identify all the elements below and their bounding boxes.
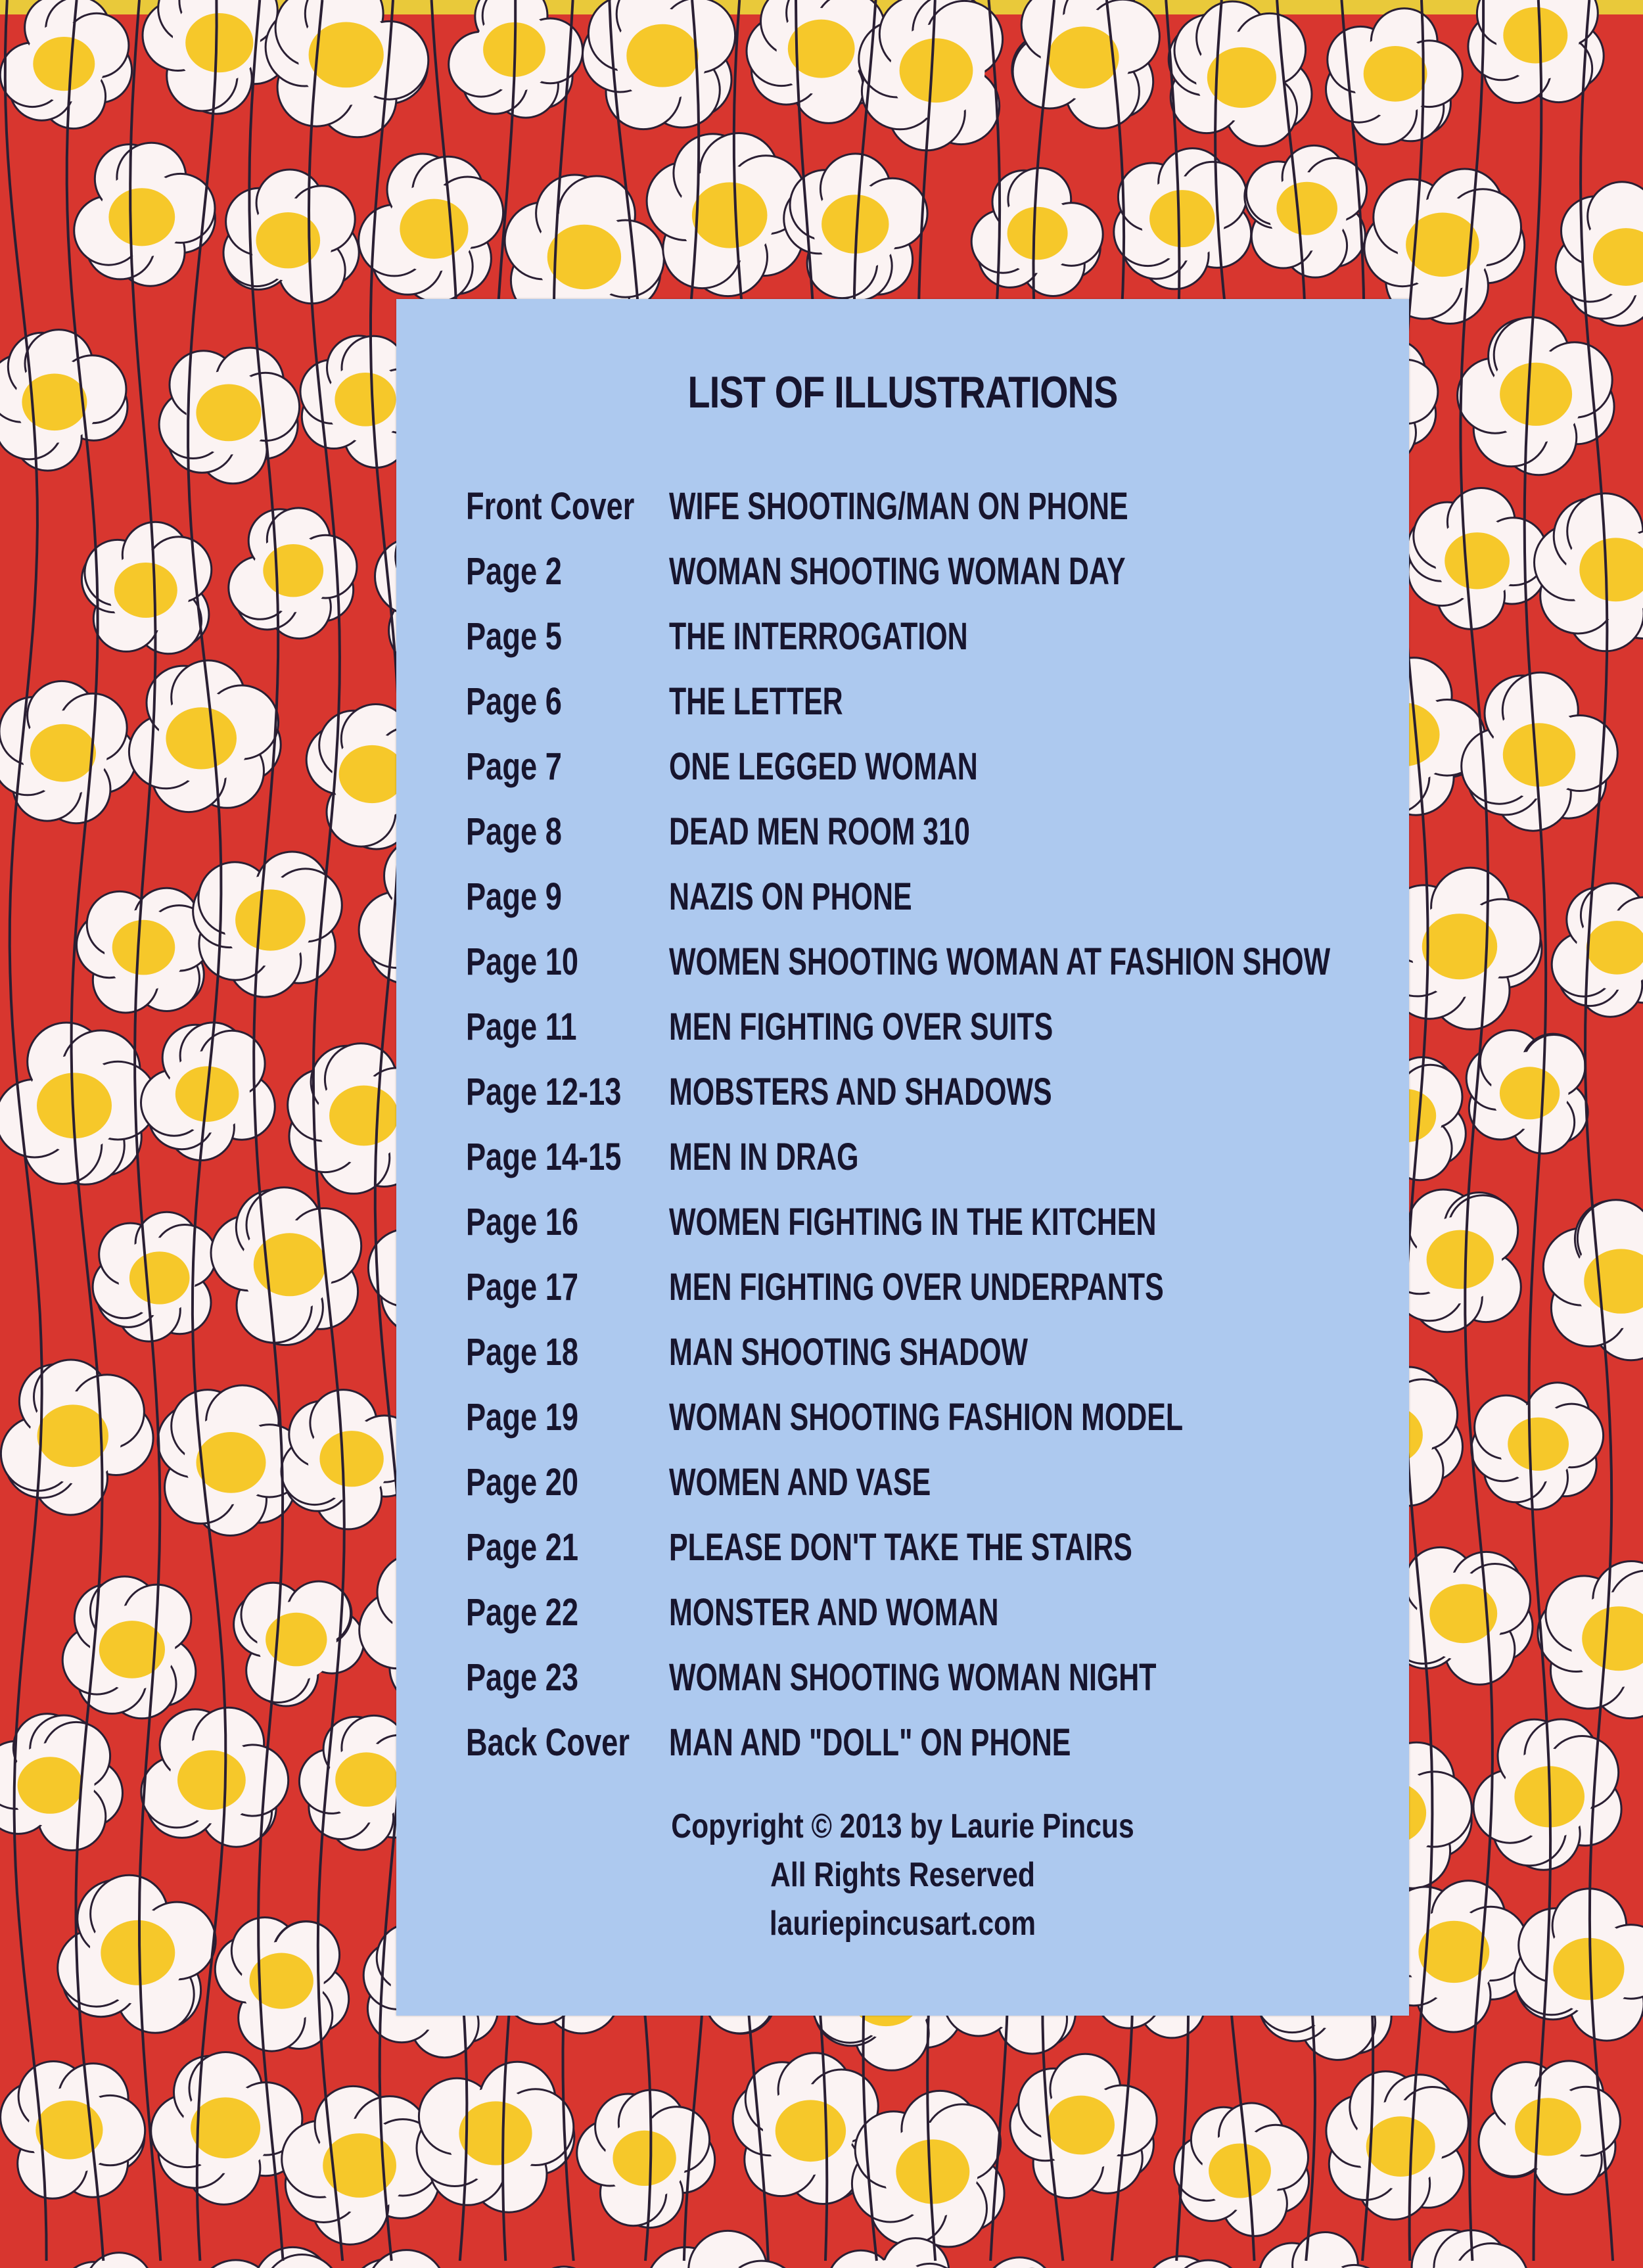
list-item: [466, 1580, 1399, 1645]
popcorn-flower-icon: [62, 1577, 196, 1719]
popcorn-flower-icon: [1388, 1547, 1533, 1684]
page-label: Page 11: [466, 1006, 577, 1048]
page-label: Page 8: [466, 810, 562, 853]
page-label: Page 17: [466, 1266, 579, 1308]
page-label: Page 10: [466, 940, 579, 983]
list-item: [466, 1385, 1399, 1450]
popcorn-flower-icon: [1479, 2061, 1620, 2194]
list-item: [466, 734, 1399, 799]
list-item: [466, 1255, 1399, 1320]
page-label: Page 14-15: [466, 1136, 622, 1178]
illustration-title: ONE LEGGED WOMAN: [669, 745, 978, 788]
list-item: [466, 1450, 1399, 1515]
popcorn-flower-icon: [1169, 1, 1312, 146]
list-item: [466, 669, 1399, 734]
illustration-title: MAN AND "DOLL" ON PHONE: [669, 1721, 1071, 1764]
illustration-title: WOMAN SHOOTING WOMAN DAY: [669, 550, 1126, 593]
illustration-title: MEN IN DRAG: [669, 1136, 859, 1178]
list-item: [466, 1124, 1399, 1190]
illustration-title: MAN SHOOTING SHADOW: [669, 1331, 1029, 1374]
popcorn-flower-icon: [77, 888, 212, 1013]
illustration-title: THE INTERROGATION: [669, 615, 968, 658]
list-item: [466, 1059, 1399, 1124]
list-item: [466, 474, 1399, 539]
rights-line: All Rights Reserved: [770, 1856, 1035, 1894]
page-label: Page 18: [466, 1331, 579, 1374]
illustration-title: MONSTER AND WOMAN: [669, 1591, 999, 1634]
list-item: [466, 864, 1399, 929]
illustrations-panel: [396, 299, 1409, 2016]
page-label: Page 12-13: [466, 1071, 622, 1113]
page-label: Page 20: [466, 1461, 579, 1504]
popcorn-flower-icon: [93, 1212, 216, 1341]
illustration-title: MEN FIGHTING OVER UNDERPANTS: [669, 1266, 1164, 1308]
popcorn-flower-icon: [1466, 1030, 1588, 1154]
illustration-title: PLEASE DON'T TAKE THE STAIRS: [669, 1526, 1132, 1569]
copyright-block: [396, 1802, 1409, 1948]
popcorn-flower-icon: [1471, 1383, 1604, 1510]
page-label: Page 21: [466, 1526, 579, 1569]
popcorn-flower-icon: [1, 2062, 145, 2199]
copyright-line: Copyright © 2013 by Laurie Pincus: [671, 1807, 1134, 1845]
page-label: Front Cover: [466, 485, 635, 528]
page-label: Page 16: [466, 1201, 579, 1243]
page-label: Page 19: [466, 1396, 579, 1439]
illustration-title: WOMEN FIGHTING IN THE KITCHEN: [669, 1201, 1157, 1243]
list-item: [466, 539, 1399, 604]
page-label: Page 2: [466, 550, 562, 593]
list-item: [466, 1710, 1399, 1775]
list-item: [466, 1190, 1399, 1255]
page-label: Page 5: [466, 615, 562, 658]
illustration-title: WIFE SHOOTING/MAN ON PHONE: [669, 485, 1128, 528]
illustration-title: WOMEN SHOOTING WOMAN AT FASHION SHOW: [669, 940, 1331, 983]
illustration-title: THE LETTER: [669, 680, 843, 723]
page-label: Page 9: [466, 875, 562, 918]
popcorn-flower-icon: [1245, 145, 1367, 277]
page-label: Back Cover: [466, 1721, 630, 1764]
page-label: Page 6: [466, 680, 562, 723]
illustration-title: NAZIS ON PHONE: [669, 875, 912, 918]
page-label: Page 7: [466, 745, 562, 788]
list-item: [466, 994, 1399, 1059]
list-item: [466, 929, 1399, 994]
website-link[interactable]: lauriepincusart.com: [769, 1905, 1036, 1943]
illustration-title: WOMEN AND VASE: [669, 1461, 931, 1504]
list-item: [466, 1515, 1399, 1580]
illustration-title: MOBSTERS AND SHADOWS: [669, 1071, 1052, 1113]
illustration-title: MEN FIGHTING OVER SUITS: [669, 1006, 1053, 1048]
illustrations-list: [466, 474, 1399, 1775]
page-label: Page 22: [466, 1591, 579, 1634]
page-title: LIST OF ILLUSTRATIONS: [687, 367, 1118, 417]
list-item: [466, 1645, 1399, 1710]
page-label: Page 23: [466, 1656, 579, 1699]
illustration-title: WOMAN SHOOTING WOMAN NIGHT: [669, 1656, 1157, 1699]
illustration-title: DEAD MEN ROOM 310: [669, 810, 970, 853]
list-item: [466, 799, 1399, 864]
list-item: [466, 604, 1399, 669]
illustration-title: WOMAN SHOOTING FASHION MODEL: [669, 1396, 1184, 1439]
list-item: [466, 1320, 1399, 1385]
